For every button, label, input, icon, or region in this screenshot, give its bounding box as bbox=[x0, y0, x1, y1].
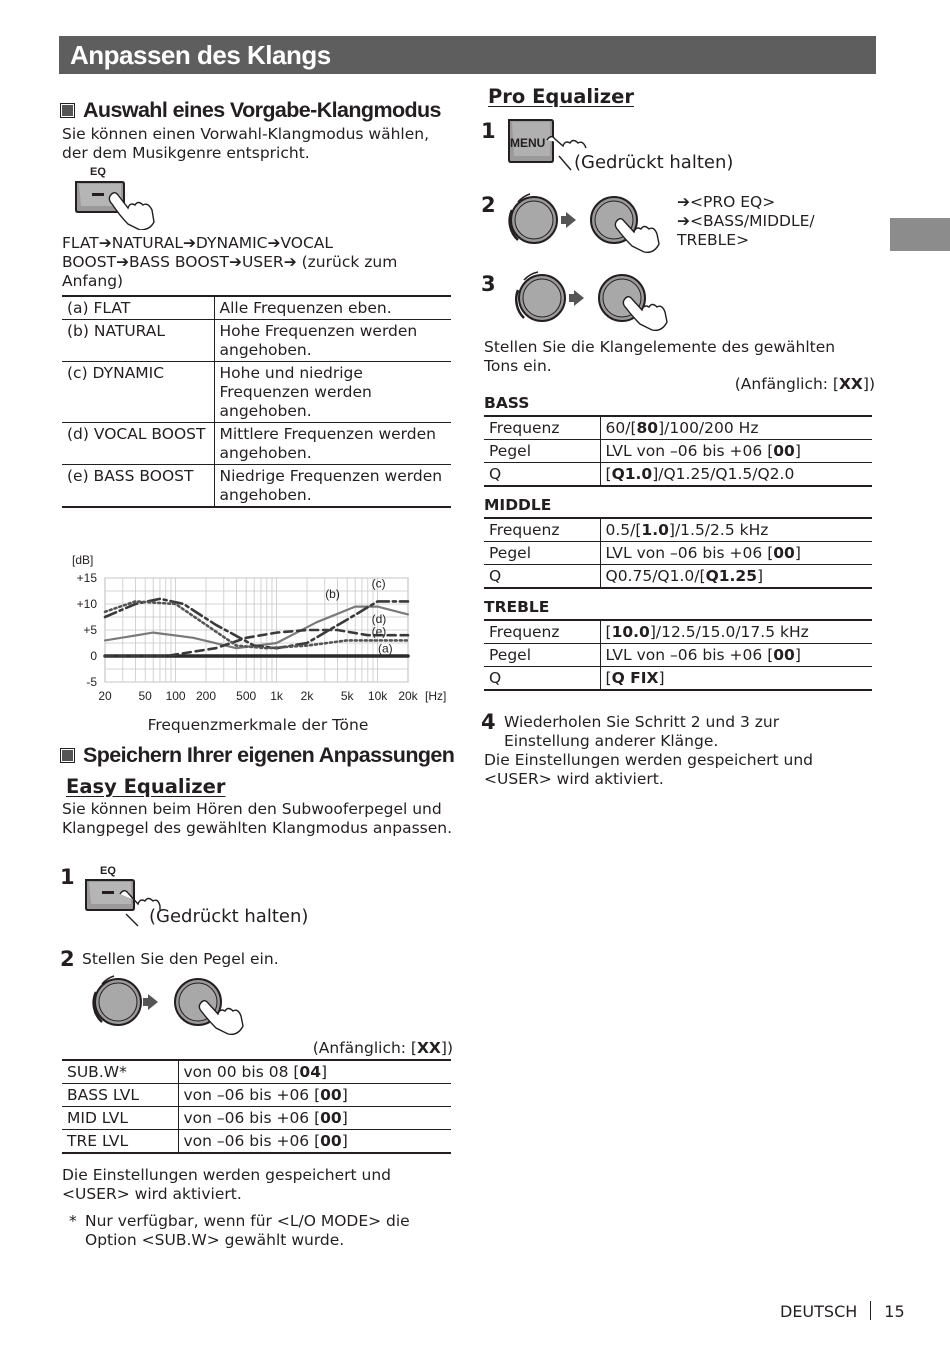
initial-note-bold: XX bbox=[416, 1039, 441, 1057]
value-cell bbox=[600, 667, 872, 691]
easy-eq-heading: Easy Equalizer bbox=[66, 775, 226, 798]
value-post: ]/Q1.25/Q1.5/Q2.0 bbox=[652, 465, 795, 483]
page-number: 15 bbox=[884, 1302, 905, 1321]
pro-step1-text: (Gedrückt halten) bbox=[574, 152, 734, 173]
value-post: ] bbox=[658, 669, 665, 687]
pro-step2-item: ➔<BASS/MIDDLE/ bbox=[677, 212, 815, 230]
x-tick-label: 50 bbox=[138, 689, 152, 703]
setting-name: Pegel bbox=[484, 542, 600, 565]
table-row bbox=[62, 1084, 451, 1107]
preset-intro: Sie können einen Vorwahl-Klangmodus wählen, der dem Musikgenre entspricht. bbox=[62, 125, 430, 162]
value-default: 1.0 bbox=[641, 521, 669, 539]
pro-step3-text: Stellen Sie die Klangelemente des gewählten Tons ein. bbox=[484, 338, 836, 375]
knob-turn-press-icon bbox=[504, 188, 669, 260]
setting-name: Frequenz bbox=[484, 620, 600, 644]
pro-initial-note bbox=[484, 375, 875, 394]
table-row bbox=[62, 465, 451, 508]
value-post: ]/1.5/2.5 kHz bbox=[668, 521, 769, 539]
setting-name: Pegel bbox=[484, 644, 600, 667]
value-cell bbox=[600, 416, 872, 440]
pro-group-heading: MIDDLE bbox=[484, 496, 552, 514]
pro-group-heading: BASS bbox=[484, 394, 530, 412]
mode-name: (c) DYNAMIC bbox=[62, 362, 214, 423]
pro-eq-heading: Pro Equalizer bbox=[488, 85, 634, 108]
value-cell bbox=[600, 565, 872, 589]
setting-name: Q bbox=[484, 463, 600, 487]
value-cell bbox=[178, 1130, 451, 1154]
section-tab-marker bbox=[890, 218, 950, 251]
eq-key-label: EQ bbox=[90, 166, 106, 178]
footer-divider bbox=[870, 1301, 871, 1320]
table-row bbox=[62, 1060, 451, 1084]
series-label: (a) bbox=[378, 641, 393, 656]
eq-key-press-icon bbox=[70, 160, 160, 230]
value-cell bbox=[600, 463, 872, 487]
value-pre: von 00 bis 08 [ bbox=[183, 1063, 300, 1081]
setting-name: Frequenz bbox=[484, 416, 600, 440]
value-pre: LVL von –06 bis +06 [ bbox=[605, 544, 774, 562]
table-row bbox=[62, 423, 451, 465]
value-default: 80 bbox=[636, 419, 659, 437]
page-footer bbox=[780, 1301, 905, 1322]
pro-group-table bbox=[484, 517, 872, 589]
table-row bbox=[62, 296, 451, 320]
value-post: ] bbox=[341, 1132, 348, 1150]
setting-name: MID LVL bbox=[62, 1107, 178, 1130]
value-pre: LVL von –06 bis +06 [ bbox=[605, 646, 774, 664]
preset-heading-text: Auswahl eines Vorgabe-Klangmodus bbox=[83, 98, 441, 122]
footer-language: DEUTSCH bbox=[780, 1302, 858, 1321]
value-post: ] bbox=[794, 646, 801, 664]
mode-name: (d) VOCAL BOOST bbox=[62, 423, 214, 465]
value-post: ] bbox=[756, 567, 764, 585]
mode-name: (e) BASS BOOST bbox=[62, 465, 214, 508]
initial-note-pre: (Anfänglich: [ bbox=[312, 1039, 417, 1057]
value-pre: von –06 bis +06 [ bbox=[183, 1086, 321, 1104]
pro-step3-number: 3 bbox=[481, 272, 496, 296]
value-post: ]/12.5/15.0/17.5 kHz bbox=[649, 623, 809, 641]
table-row bbox=[62, 362, 451, 423]
table-row bbox=[484, 667, 872, 691]
value-cell bbox=[178, 1060, 451, 1084]
y-tick-label: -5 bbox=[86, 675, 97, 689]
pro-step2-items bbox=[677, 193, 815, 250]
value-default: 00 bbox=[320, 1086, 342, 1104]
pro-step2-item: ➔<PRO EQ> bbox=[677, 193, 776, 211]
value-pre: 0.5/[ bbox=[605, 521, 642, 539]
mode-name: (a) FLAT bbox=[62, 296, 214, 320]
eq-frequency-chart bbox=[60, 550, 460, 710]
value-cell bbox=[600, 542, 872, 565]
value-default: 04 bbox=[299, 1063, 321, 1081]
mode-description: Niedrige Frequenzen werden angehoben. bbox=[214, 465, 451, 508]
preset-heading bbox=[60, 97, 441, 123]
mode-description: Mittlere Frequenzen werden angehoben. bbox=[214, 423, 451, 465]
easy-step2-text: Stellen Sie den Pegel ein. bbox=[82, 950, 279, 968]
table-row bbox=[62, 320, 451, 362]
value-default: 00 bbox=[320, 1132, 342, 1150]
setting-name: Frequenz bbox=[484, 518, 600, 542]
pro-step1-number: 1 bbox=[481, 119, 496, 143]
easy-eq-table bbox=[62, 1059, 451, 1154]
chart-caption: Frequenzmerkmale der Töne bbox=[147, 716, 369, 734]
value-default: 00 bbox=[773, 442, 795, 460]
easy-step2-number: 2 bbox=[60, 947, 75, 971]
series-label: (e) bbox=[371, 624, 387, 639]
value-cell bbox=[178, 1084, 451, 1107]
value-pre: LVL von –06 bis +06 [ bbox=[605, 442, 774, 460]
value-cell bbox=[600, 644, 872, 667]
pro-step2-item: TREBLE> bbox=[677, 231, 750, 249]
value-pre: [ bbox=[605, 669, 612, 687]
x-tick-label: 500 bbox=[236, 689, 257, 703]
table-row bbox=[484, 620, 872, 644]
initial-note-post: ]) bbox=[440, 1039, 453, 1057]
value-post: ]/100/200 Hz bbox=[658, 419, 759, 437]
arrow-icon: ➔ bbox=[677, 212, 690, 230]
easy-saved-note: Die Einstellungen werden gespeichert und <USER> wird aktiviert. bbox=[62, 1166, 392, 1203]
y-tick-label: 0 bbox=[90, 649, 97, 663]
value-default: 10.0 bbox=[611, 623, 650, 641]
table-row bbox=[484, 542, 872, 565]
easy-step1-text: (Gedrückt halten) bbox=[149, 906, 309, 927]
x-tick-label: 20k bbox=[398, 689, 418, 703]
mode-description: Hohe und niedrige Frequenzen werden angehoben. bbox=[214, 362, 451, 423]
easy-step1-number: 1 bbox=[60, 865, 75, 889]
y-tick-label: +10 bbox=[76, 597, 97, 611]
custom-heading bbox=[60, 742, 454, 768]
x-tick-label: 1k bbox=[270, 689, 283, 703]
value-pre: von –06 bis +06 [ bbox=[183, 1132, 321, 1150]
value-post: ] bbox=[794, 442, 801, 460]
value-cell bbox=[178, 1107, 451, 1130]
volume-knob-turn-press-icon bbox=[88, 970, 253, 1040]
pro-step2-number: 2 bbox=[481, 193, 496, 217]
value-pre: 60/[ bbox=[605, 419, 637, 437]
eq-key-label: EQ bbox=[100, 865, 116, 877]
table-row bbox=[484, 440, 872, 463]
setting-name: BASS LVL bbox=[62, 1084, 178, 1107]
pro-saved-note: Die Einstellungen werden gespeichert und <USER> wird aktiviert. bbox=[484, 751, 814, 788]
value-default: 00 bbox=[320, 1109, 342, 1127]
value-pre: [ bbox=[605, 465, 612, 483]
pro-step4-number: 4 bbox=[481, 710, 496, 734]
pro-group-table bbox=[484, 619, 872, 691]
setting-name: Q bbox=[484, 667, 600, 691]
x-tick-label: 10k bbox=[367, 689, 388, 703]
setting-name: SUB.W* bbox=[62, 1060, 178, 1084]
page-title: Anpassen des Klangs bbox=[59, 36, 876, 74]
value-post: ] bbox=[341, 1109, 348, 1127]
series-label: (c) bbox=[371, 576, 386, 591]
table-row bbox=[484, 565, 872, 589]
mode-description: Hohe Frequenzen werden angehoben. bbox=[214, 320, 451, 362]
section-square-icon bbox=[60, 103, 75, 118]
y-tick-label: +15 bbox=[76, 571, 97, 585]
x-tick-label: 2k bbox=[300, 689, 314, 703]
value-default: 00 bbox=[773, 544, 795, 562]
table-row bbox=[484, 518, 872, 542]
preset-mode-table bbox=[62, 295, 451, 508]
value-post: ] bbox=[320, 1063, 328, 1081]
series-label: (d) bbox=[371, 611, 387, 626]
x-axis-label: [Hz] bbox=[425, 689, 447, 703]
value-pre: [ bbox=[605, 623, 612, 641]
custom-heading-text: Speichern Ihrer eigenen Anpassungen bbox=[83, 743, 455, 767]
x-tick-label: 100 bbox=[165, 689, 186, 703]
easy-eq-intro: Sie können beim Hören den Subwooferpegel und Klangpegel des gewählten Klangmodus anpassen. bbox=[62, 800, 453, 837]
y-tick-label: +5 bbox=[83, 623, 97, 637]
value-default: Q FIX bbox=[611, 669, 659, 687]
value-default: Q1.25 bbox=[705, 567, 757, 585]
setting-name: TRE LVL bbox=[62, 1130, 178, 1154]
initial-note-pre: (Anfänglich: [ bbox=[734, 375, 839, 393]
eq-chart-svg bbox=[60, 550, 460, 710]
value-cell bbox=[600, 518, 872, 542]
mode-name: (b) NATURAL bbox=[62, 320, 214, 362]
knob-turn-press-icon-2 bbox=[510, 266, 675, 338]
table-row bbox=[484, 644, 872, 667]
value-pre: von –06 bis +06 [ bbox=[183, 1109, 321, 1127]
table-row bbox=[62, 1130, 451, 1154]
section-square-icon bbox=[60, 748, 75, 763]
initial-note-bold: XX bbox=[838, 375, 863, 393]
x-tick-label: 20 bbox=[98, 689, 112, 703]
value-pre: Q0.75/Q1.0/[ bbox=[605, 567, 706, 585]
table-row bbox=[484, 463, 872, 487]
value-default: Q1.0 bbox=[611, 465, 653, 483]
easy-initial-note bbox=[60, 1039, 453, 1058]
menu-key-label: MENU bbox=[510, 136, 546, 150]
value-cell bbox=[600, 440, 872, 463]
value-post: ] bbox=[794, 544, 801, 562]
table-row bbox=[62, 1107, 451, 1130]
y-axis-label: [dB] bbox=[72, 553, 94, 567]
setting-name: Q bbox=[484, 565, 600, 589]
mode-description: Alle Frequenzen eben. bbox=[214, 296, 451, 320]
value-cell bbox=[600, 620, 872, 644]
pro-step4-text: Wiederholen Sie Schritt 2 und 3 zur Einstellung anderer Klänge. bbox=[504, 713, 780, 750]
footnote-text: Nur verfügbar, wenn für <L/O MODE> die Option <SUB.W> gewählt wurde. bbox=[85, 1212, 410, 1249]
value-default: 00 bbox=[773, 646, 795, 664]
arrow-icon: ➔ bbox=[677, 193, 690, 211]
preset-sequence: FLAT➔NATURAL➔DYNAMIC➔VOCAL BOOST➔BASS BOOST➔USER➔ (zurück zum Anfang) bbox=[62, 234, 398, 290]
pro-group-table bbox=[484, 415, 872, 487]
x-tick-label: 200 bbox=[195, 689, 217, 703]
table-row bbox=[484, 416, 872, 440]
footnote-mark: * bbox=[69, 1212, 77, 1230]
x-tick-label: 5k bbox=[340, 689, 354, 703]
initial-note-post: ]) bbox=[862, 375, 875, 393]
value-post: ] bbox=[341, 1086, 348, 1104]
setting-name: Pegel bbox=[484, 440, 600, 463]
pro-group-heading: TREBLE bbox=[484, 598, 550, 616]
series-label: (b) bbox=[325, 587, 340, 602]
